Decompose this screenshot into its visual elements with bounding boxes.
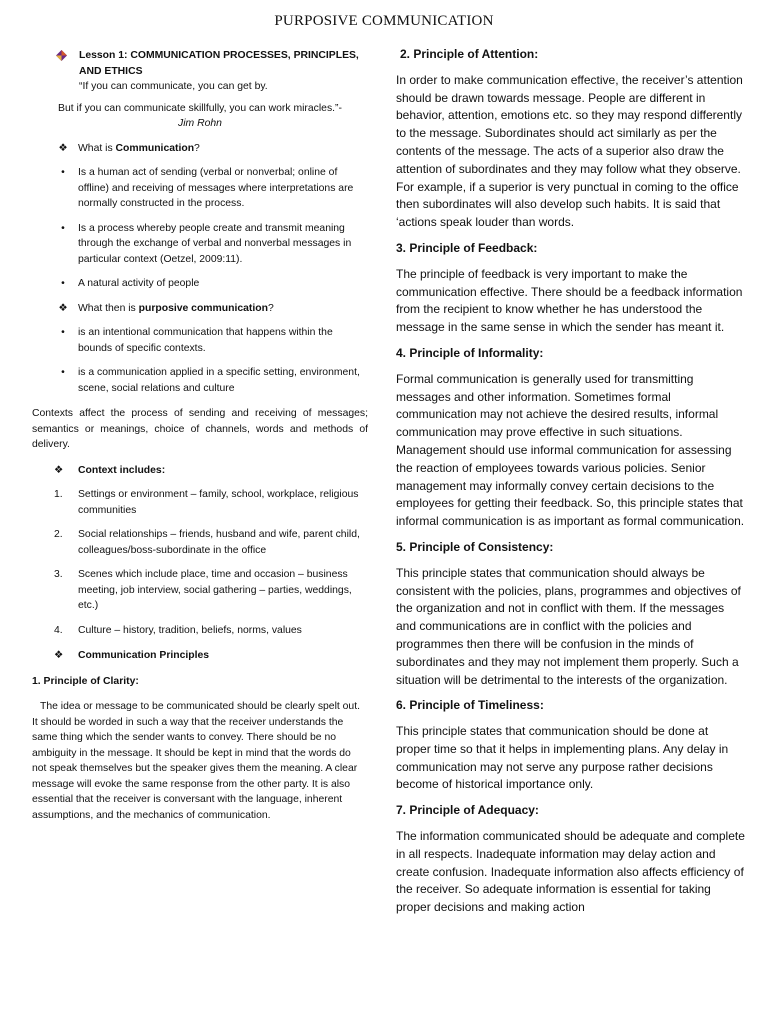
left-column bbox=[32, 48, 368, 823]
bullet-icon: • bbox=[61, 327, 65, 338]
context-item bbox=[32, 527, 368, 558]
contexts-paragraph: Contexts affect the process of sending and receiving of messages; semantics or meanings, choice of channels, words and methods of delivery. bbox=[32, 408, 368, 450]
context-item bbox=[32, 623, 368, 639]
principle-text: This principle states that communication should be done at proper time so that it helps in implementing plans. Any delay in communication may not serve any purpose rather decisions become of historical importance only. bbox=[396, 724, 729, 792]
flower-bullet-icon: ❖ bbox=[58, 142, 68, 154]
principle-heading: 4. Principle of Informality: bbox=[396, 345, 544, 360]
diamond-bullet-icon: ❖ bbox=[54, 464, 64, 476]
what-is-suffix: ? bbox=[194, 142, 200, 154]
what-then-bold: purposive communication bbox=[138, 302, 268, 314]
list-item bbox=[32, 276, 368, 292]
page-title: PURPOSIVE COMMUNICATION bbox=[274, 13, 494, 29]
quote-author: Jim Rohn bbox=[178, 118, 222, 129]
what-is-prefix: What is bbox=[78, 142, 116, 154]
flower-bullet-icon: ❖ bbox=[58, 302, 68, 314]
context-item bbox=[32, 487, 368, 518]
principle-text: In order to make communication effective, the receiver’s attention should be drawn towards message. People are different in behavior, attention, emotions etc. so they may respond differently to the message. Subordinates should act similarly as per the contents of the message. The acts of a superior also draw the attention of subordinates and they may follow what they observe. For example, if a superior is very punctual in coming to the office then subordinates will also develop such habits. It is said that ‘actions speak louder than words. bbox=[396, 72, 743, 230]
what-then-prefix: What then is bbox=[78, 302, 139, 314]
context-item bbox=[32, 567, 368, 614]
context-item-number: 3. bbox=[54, 569, 63, 580]
context-item-number: 4. bbox=[54, 624, 63, 636]
principle-text: This principle states that communication should always be consistent with the policies, plans, programmes and objectives of the organization and not in conflict with them. If the messages and communications are in conflict with the policies and programmes then there will be confusion in the minds of subordinates and they may not implement them properly. Such a situation will be detrimental to the interests of the organization. bbox=[396, 565, 741, 687]
principle-heading: 3. Principle of Feedback: bbox=[396, 240, 538, 255]
clarity-text: The idea or message to be communicated should be clearly spelt out. It should be worded in such a way that the receiver understands the same thing which the sender wants to convey. There should be no ambiguity in the message. It should be kept in mind that the words do not speak themselves but the speaker gives them the meaning. A clear message will evoke the same response from the other party. It is also essential that the receiver is conversant with the language, inherent assumptions, and the mechanics of communication. bbox=[32, 701, 360, 821]
principle-text: The information communicated should be adequate and complete in all respects. Inadequate information may delay action and create confusion. Inadequate information also affects efficiency of the receiver. So adequate information is essential for taking proper decisions and making action bbox=[396, 829, 745, 915]
clarity-heading: 1. Principle of Clarity: bbox=[32, 675, 139, 687]
what-then-suffix: ? bbox=[267, 302, 274, 314]
purposive-definition-text: is a communication applied in a specific setting, environment, scene, social relations and culture bbox=[78, 367, 360, 394]
what-is-bold: Communication bbox=[115, 142, 195, 154]
list-item bbox=[32, 221, 368, 268]
principle-text: Formal communication is generally used for transmitting messages and other information. Sometimes formal communication may not achieve the desired results, informal communication may prove effective in such situations. Management should use informal communication for assessing the reaction of employees towards various policies. Senior management may informally convey certain decisions to the employees for getting their feedback. So, this principle states that informal communication is as important as formal communication. bbox=[396, 371, 745, 529]
lesson-title-line2: AND ETHICS bbox=[79, 65, 143, 77]
principles-label: Communication Principles bbox=[78, 650, 210, 661]
context-includes-heading bbox=[32, 463, 368, 479]
lesson-title-line1: Lesson 1: COMMUNICATION PROCESSES, PRINCIPLES, bbox=[79, 50, 359, 61]
what-is-communication bbox=[32, 141, 368, 157]
context-item-number: 2. bbox=[54, 529, 63, 540]
diamond-bullet-icon bbox=[56, 50, 67, 61]
bullet-icon: • bbox=[61, 222, 65, 234]
principle-text: The principle of feedback is very important to make the communication effective. There should be a feedback information from the recipient to know whether he has understood the message in the same sense in which the sender has meant it. bbox=[396, 266, 743, 335]
bullet-icon: • bbox=[61, 367, 65, 378]
context-includes-label: Context includes: bbox=[78, 464, 166, 476]
context-item-text: Scenes which include place, time and occasion – business meeting, job interview, social gathering – parties, weddings, etc.) bbox=[78, 569, 352, 611]
right-column bbox=[396, 46, 746, 917]
principle-heading: 2. Principle of Attention: bbox=[400, 47, 539, 61]
list-item bbox=[32, 325, 368, 356]
principle-heading: 6. Principle of Timeliness: bbox=[396, 698, 544, 713]
quote-part2: But if you can communicate skillfully, you can work miracles.”- bbox=[58, 102, 342, 114]
bullet-icon: • bbox=[61, 278, 65, 289]
purposive-definition-text: is an intentional communication that happens within the bounds of specific contexts. bbox=[78, 327, 333, 354]
definition-text: A natural activity of people bbox=[78, 278, 200, 289]
context-item-text: Culture – history, tradition, beliefs, norms, values bbox=[78, 624, 302, 636]
lesson-block bbox=[32, 48, 368, 95]
list-item bbox=[32, 365, 368, 396]
context-item-text: Social relationships – friends, husband and wife, parent child, colleagues/boss-subordinate in the office bbox=[78, 529, 360, 556]
diamond-bullet-icon: ❖ bbox=[54, 650, 64, 661]
quote-part1: “If you can communicate, you can get by. bbox=[79, 81, 268, 92]
bullet-icon: • bbox=[61, 167, 65, 178]
communication-principles-heading bbox=[32, 648, 368, 664]
context-item-number: 1. bbox=[54, 489, 63, 500]
definition-text: Is a process whereby people create and transmit meaning through the exchange of verbal and nonverbal messages in particular context (Oetzel, 2009:11). bbox=[78, 222, 352, 265]
list-item bbox=[32, 165, 368, 212]
what-then-purposive bbox=[32, 301, 368, 317]
principle-heading: 7. Principle of Adequacy: bbox=[396, 803, 539, 818]
definition-text: Is a human act of sending (verbal or nonverbal; online of offline) and receiving of messages where interpretations are normally constructed in the process. bbox=[78, 167, 354, 209]
context-item-text: Settings or environment – family, school, workplace, religious communities bbox=[78, 489, 359, 516]
principle-heading: 5. Principle of Consistency: bbox=[396, 539, 554, 554]
